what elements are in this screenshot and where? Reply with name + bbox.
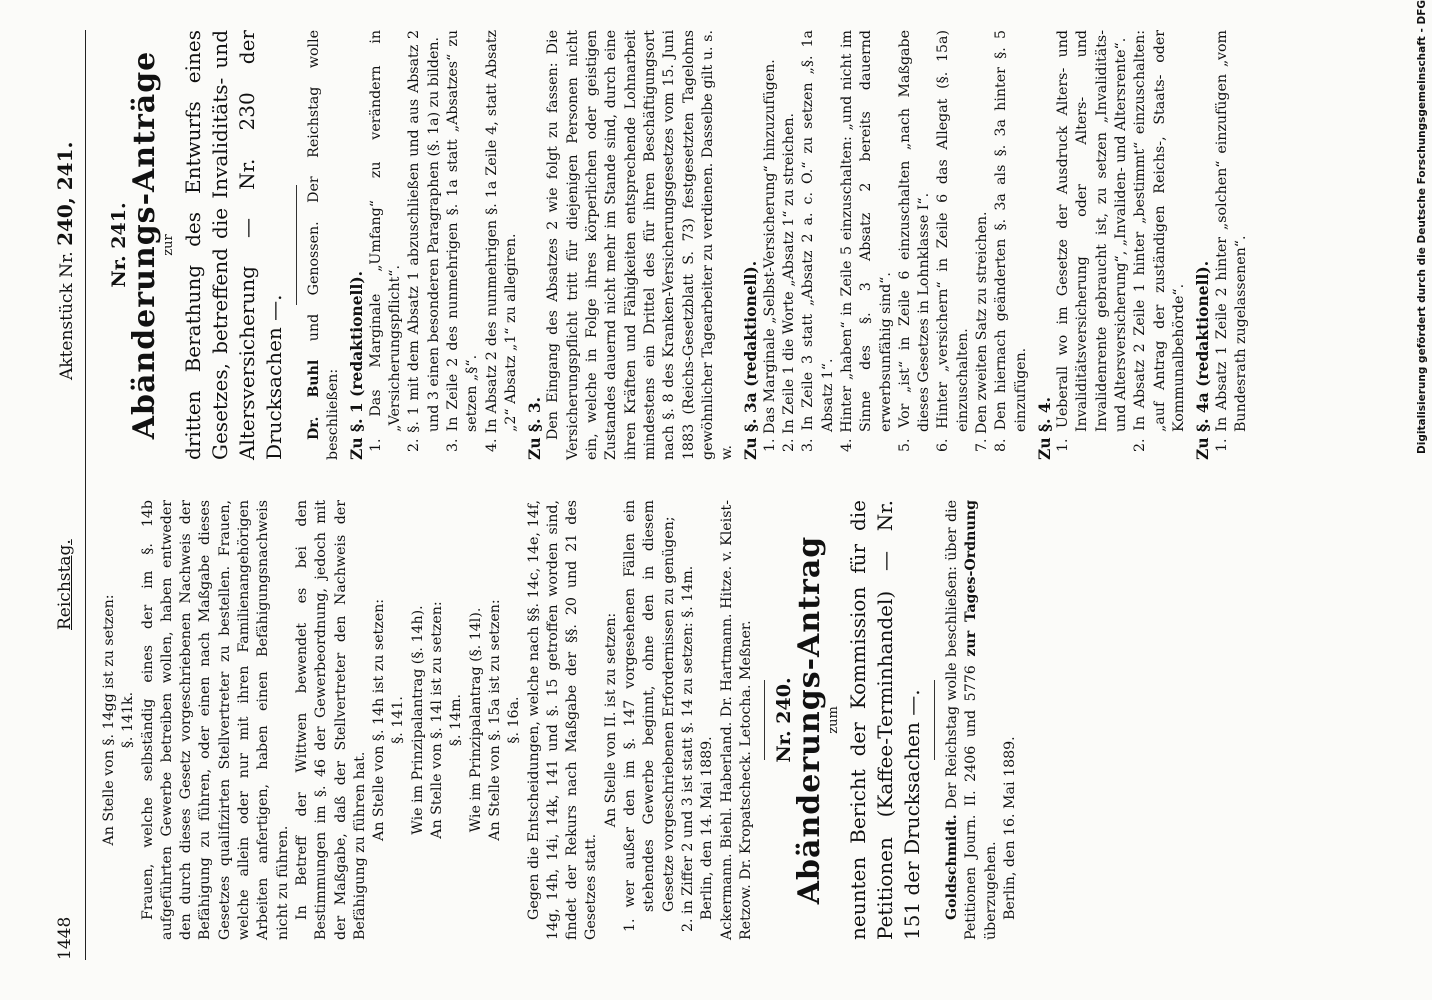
s3a-item: 3. In Zeile 3 statt „Absatz 2 a. c. O.“ zu setzen „§. 1a Absatz 1“.: [800, 30, 836, 452]
page-header: [45, 30, 86, 960]
prinzipal-14h: Wie im Prinzipalantrag (§. 14h).: [409, 605, 426, 835]
divider: [296, 185, 297, 305]
zur-label: zur: [160, 234, 176, 256]
motion-end: überzugehen.: [982, 841, 999, 940]
lead-text: und Genossen. Der Reichstag wolle beschließen:: [305, 30, 342, 460]
s3a-item: 5. Vor „ist“ in Zeile 6 einzuschalten „nach Maßgabe dieses Gesetzes in Lohnklasse I“.: [896, 30, 933, 452]
zum-label: zum: [825, 706, 841, 734]
s4-item: 2. In Absatz 2 Zeile 1 hinter „bestimmt“ einzuschalten: „auf Antrag der zuständigen Reichs-, Staats- oder Kommunalbehörde“.: [1132, 30, 1187, 452]
section-4-head: Zu §. 4.: [1034, 396, 1054, 460]
date-line-1: Berlin, den 14. Mai 1889.: [699, 736, 716, 920]
section-141k-text2: In Betreff der Wittwen bewendet es bei den Bestimmungen im §. 46 der Gewerbeordnung, jedoch mit der Maßgabe, daß der Stellvertreter den Nachweis der Befähigung zu führen hat.: [293, 500, 368, 940]
header-right: [53, 142, 77, 380]
prinzipal-14l: Wie im Prinzipalantrag (§. 14l).: [467, 607, 484, 833]
page-number: 1448: [55, 916, 75, 960]
right-column: [100, 30, 1251, 460]
section-141k-text: Frauen, welche selbständig eines der im §. 14b aufgeführten Gewerbe betreiben wollen, haben entweder den durch dieses Gesetz vorgeschriebenen Nachweis der Befähigung zu führen, oder einen nach Maßgabe dieses Gesetzes qualifizirten Stellvertreter zu bestellen. Frauen, welche allein oder nur mit ihren Familienangehörigen Arbeiten anfertigen, haben einen Befähigungsnachweis nicht zu führen.: [139, 500, 291, 940]
margin-strip: [1412, 0, 1432, 1000]
header-center: Reichstag.: [55, 539, 75, 630]
s3a-item: 1. Das Marginale „Selbst-Versicherung“ hinzuzufügen.: [761, 59, 778, 452]
s3a-item: 2. In Zeile 1 die Worte „Absatz 1“ zu streichen.: [781, 113, 798, 452]
s3a-item: 8. Den hiernach geänderten §. 3a als §. 3a hinter §. 5 einzufügen.: [993, 30, 1029, 452]
section-4a-head: Zu §. 4a (redaktionell).: [1193, 260, 1213, 460]
signers: Ackermann. Biehl. Haberland. Dr. Hartmann. Hitze. v. Kleist-Retzow. Dr. Kropatscheck. Letocha. Meßner.: [718, 500, 754, 940]
motion-name: Goldschmidt.: [943, 814, 960, 920]
s1-item: 1. Das Marginale „Umfang“ zu verändern in „Versicherungspflicht“.: [367, 30, 404, 452]
title-abaenderungs-antraege: Abänderungs-Anträge: [127, 50, 163, 440]
section-1-head: Zu §. 1 (redaktionell).: [347, 270, 367, 460]
title-241-text: dritten Berathung des Entwurfs eines Gesetzes, betreffend die Invaliditäts- und Altersversicherung — Nr. 230 der Drucksachen —.: [180, 30, 286, 460]
s1-item: 2. §. 1 mit dem Absatz 1 abzuschließen und aus Absatz 2 und 3 einen besonderen Paragraphen (§. 1a) zu bilden.: [406, 30, 442, 452]
date-line-2: Berlin, den 16. Mai 1889.: [1001, 736, 1018, 920]
divider: [764, 680, 765, 760]
divider: [934, 680, 935, 760]
s1-item: 4. In Absatz 2 des nunmehrigen §. 1a Zeile 4, statt Absatz „2“ Absatz „1“ zu allegiren.: [483, 30, 519, 452]
section-3a-head: Zu §. 3a (redaktionell).: [741, 260, 761, 460]
s4-item: 1. Ueberall wo im Gesetze der Ausdruck Alters- und Invaliditätsversicherung oder Alters- und Invalidenrente gebraucht ist, zu setzen „Invaliditäts- und Altersversicherung“, „Invaliden- und Altersrente“.: [1055, 30, 1130, 452]
item-1: 1. wer außer den im §. 147 vorgesehenen Fällen ein stehendes Gewerbe beginnt, ohne den in diesem Gesetze vorgeschriebenen Erfordernissen zu genügen;: [622, 500, 677, 932]
s3a-item: 7. Den zweiten Satz zu streichen.: [973, 211, 990, 452]
s1-item: 3. In Zeile 2 des nunmehrigen §. 1a statt „Absatzes“ zu setzen „§“.: [444, 30, 481, 452]
dfg-funding-note: Digitalisierung gefördert durch die Deutsche Forschungsgemeinschaft - DFG: [1416, 0, 1428, 454]
replace-14h: An Stelle von §. 14h ist zu setzen:: [371, 598, 388, 842]
header-right-numbers: 240, 241.: [53, 141, 77, 246]
s3a-item: 4. Hinter „haben“ in Zeile 5 einzuschalten: „und nicht im Sinne des §. 3 Absatz 2 bereits dauernd erwerbsunfähig sind“.: [838, 30, 894, 452]
rekurs-text: Gegen die Entscheidungen, welche nach §§. 14c, 14e, 14f, 14g, 14h, 14i, 14k, 141 und §. 15 getroffen worden sind, findet der Rekurs nach Maßgabe der §§. 20 und 21 des Gesetzes statt.: [525, 500, 600, 940]
s4a-item: 1. In Absatz 1 Zeile 2 hinter „solchen“ einzufügen „vom Bundesrath zugelassenen“.: [1213, 30, 1249, 452]
motion-bold: zur Tages-Ordnung: [963, 500, 980, 657]
lead-paragraph: [305, 30, 344, 460]
section-16a-title: §. 16a.: [506, 696, 523, 744]
header-right-label: Aktenstück Nr.: [57, 251, 77, 380]
item-2: 2. in Ziffer 2 und 3 ist statt §. 14 zu setzen: §. 14m.: [679, 565, 696, 932]
title-240-text: neunten Bericht der Kommission für die Petitionen (Kaffee-Terminhandel) — Nr. 151 der Drucksachen —.: [845, 500, 924, 940]
replace-14l: An Stelle von §. 14l ist zu setzen:: [429, 601, 446, 839]
lead-name: Dr. Buhl: [305, 359, 322, 440]
motion-paragraph: [943, 500, 1001, 940]
replace-15a: An Stelle von §. 15a ist zu setzen:: [486, 599, 503, 841]
intro-line: An Stelle von §. 14gg ist zu setzen:: [101, 594, 117, 846]
nr-241: Nr. 241.: [108, 202, 130, 288]
s3a-item: 6. Hinter „versichern“ in Zeile 6 das Allegat (§. 15a) einzuschalten.: [935, 30, 971, 452]
title-abaenderungs-antrag: Abänderungs-Antrag: [792, 535, 828, 905]
motion-text: Der Reichstag wolle beschließen: über die Petitionen Journ. II. 2406 und 5776: [943, 499, 980, 940]
section-3-head: Zu §. 3.: [525, 396, 545, 460]
section-3-text: Den Eingang des Absatzes 2 wie folgt zu fassen: Die Versicherungspflicht tritt für diejenigen Personen nicht ein, welche in Folge ihres körperlichen oder geistigen Zustandes dauernd nicht mehr im Stande sind, durch eine ihren Kräften und Fähigkeiten entsprechende Lohnarbeit mindestens ein Drittel des für ihren Beschäftigungsort nach §. 8 des Kranken-Versicherungsgesetzes vom 15. Juni 1883 (Reichs-Gesetzblatt S. 73) festgesetzten Tagelohns gewöhnlicher Tagearbeiter zu verdienen. Dasselbe gilt u. s. w.: [545, 30, 736, 460]
replace-ii: An Stelle von II. ist zu setzen:: [602, 612, 619, 828]
nr-240: Nr. 240.: [773, 677, 796, 763]
section-141k-title: §. 141k.: [120, 691, 137, 749]
section-141-title: §. 141.: [390, 696, 407, 744]
left-column: [100, 500, 1020, 940]
section-14m-title: §. 14m.: [448, 693, 465, 747]
